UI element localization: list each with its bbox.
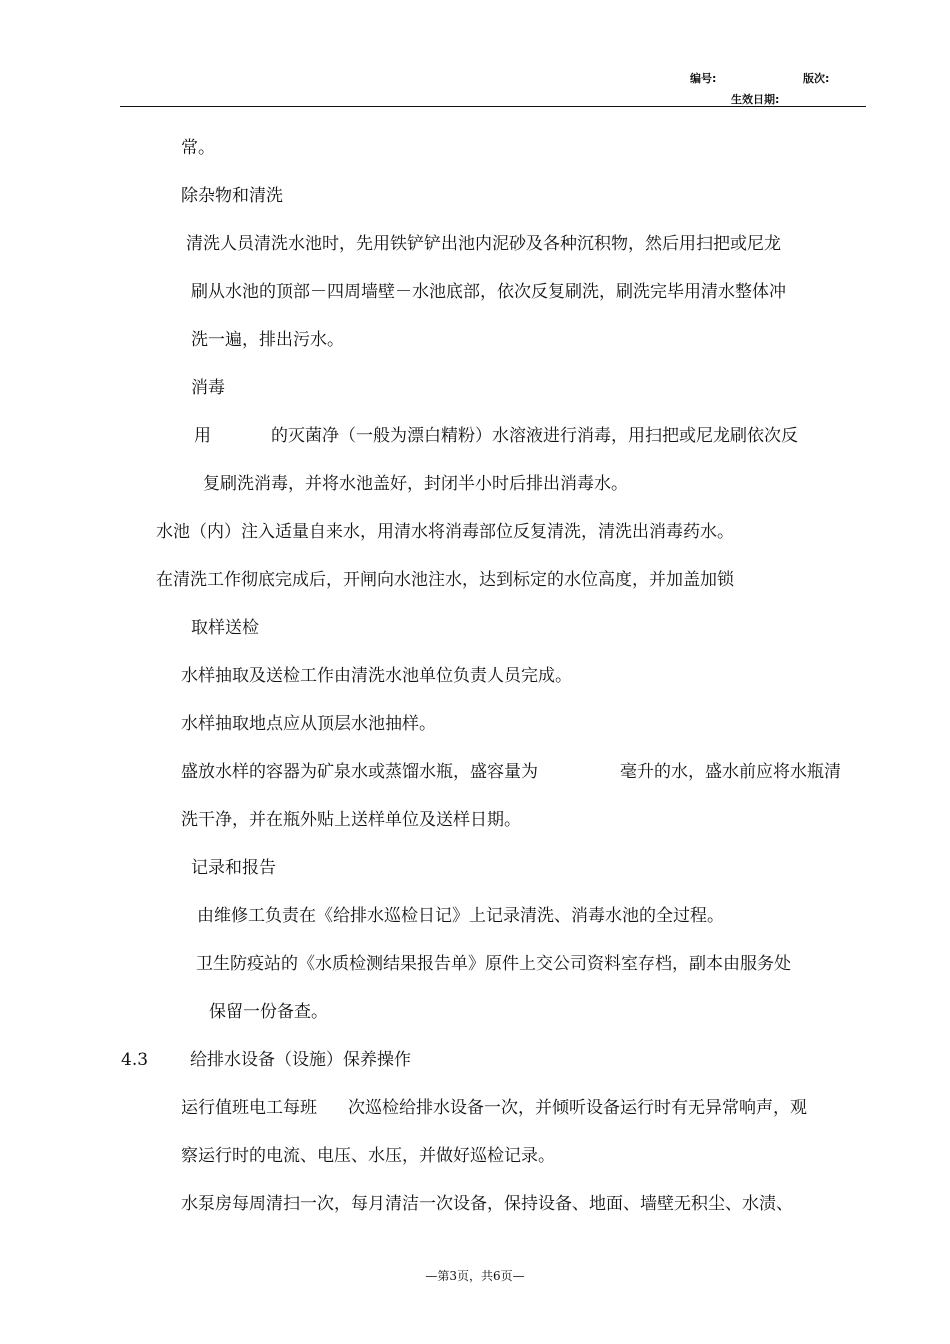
text-line: 水样抽取地点应从顶层水池抽样。 xyxy=(181,714,436,734)
text-line: 水池（内）注入适量自来水，用清水将消毒部位反复清洗，清洗出消毒药水。 xyxy=(156,522,734,542)
header-rule xyxy=(120,106,866,107)
text-line: 常。 xyxy=(181,138,215,158)
subsection-heading: 取样送检 xyxy=(191,618,259,638)
text-line: 毫升的水，盛水前应将水瓶清 xyxy=(620,762,841,782)
subsection-heading: 除杂物和清洗 xyxy=(181,186,283,206)
section-title: 给排水设备（设施）保养操作 xyxy=(190,1050,411,1070)
text-line: 复刷洗消毒，并将水池盖好，封闭半小时后排出消毒水。 xyxy=(203,474,628,494)
text-fragment: 用 xyxy=(194,426,211,446)
text-line: 察运行时的电流、电压、水压，并做好巡检记录。 xyxy=(181,1146,555,1166)
text-line: 刷从水池的顶部－四周墙壁－水池底部，依次反复刷洗，刷洗完毕用清水整体冲 xyxy=(191,282,786,302)
subsection-heading: 记录和报告 xyxy=(191,858,276,878)
text-line: 水样抽取及送检工作由清洗水池单位负责人员完成。 xyxy=(181,666,572,686)
text-line: 保留一份备查。 xyxy=(209,1002,328,1022)
text-line: 在清洗工作彻底完成后，开闸向水池注水，达到标定的水位高度，并加盖加锁 xyxy=(156,570,734,590)
text-line: 的灭菌净（一般为漂白精粉）水溶液进行消毒，用扫把或尼龙刷依次反 xyxy=(271,426,798,446)
version-label: 版次: xyxy=(803,72,830,85)
subsection-heading: 消毒 xyxy=(191,378,225,398)
doc-number-label: 编号: xyxy=(690,72,717,85)
text-line: 次巡检给排水设备一次，并倾听设备运行时有无异常响声，观 xyxy=(348,1098,807,1118)
text-line: 洗一遍，排出污水。 xyxy=(191,330,344,350)
text-line: 卫生防疫站的《水质检测结果报告单》原件上交公司资料室存档，副本由服务处 xyxy=(196,954,791,974)
text-line: 由维修工负责在《给排水巡检日记》上记录清洗、消毒水池的全过程。 xyxy=(197,906,724,926)
text-line: 洗干净，并在瓶外贴上送样单位及送样日期。 xyxy=(181,810,521,830)
text-fragment: 运行值班电工每班 xyxy=(181,1098,317,1118)
section-number: 4.3 xyxy=(121,1050,149,1070)
effective-date-label: 生效日期: xyxy=(731,93,780,106)
page-footer: —第3页，共6页— xyxy=(425,1269,525,1283)
text-line: 清洗人员清洗水池时，先用铁铲铲出池内泥砂及各种沉积物，然后用扫把或尼龙 xyxy=(186,234,781,254)
text-fragment: 盛放水样的容器为矿泉水或蒸馏水瓶，盛容量为 xyxy=(181,762,538,782)
text-line: 水泵房每周清扫一次，每月清洁一次设备，保持设备、地面、墙壁无积尘、水渍、 xyxy=(181,1194,793,1214)
